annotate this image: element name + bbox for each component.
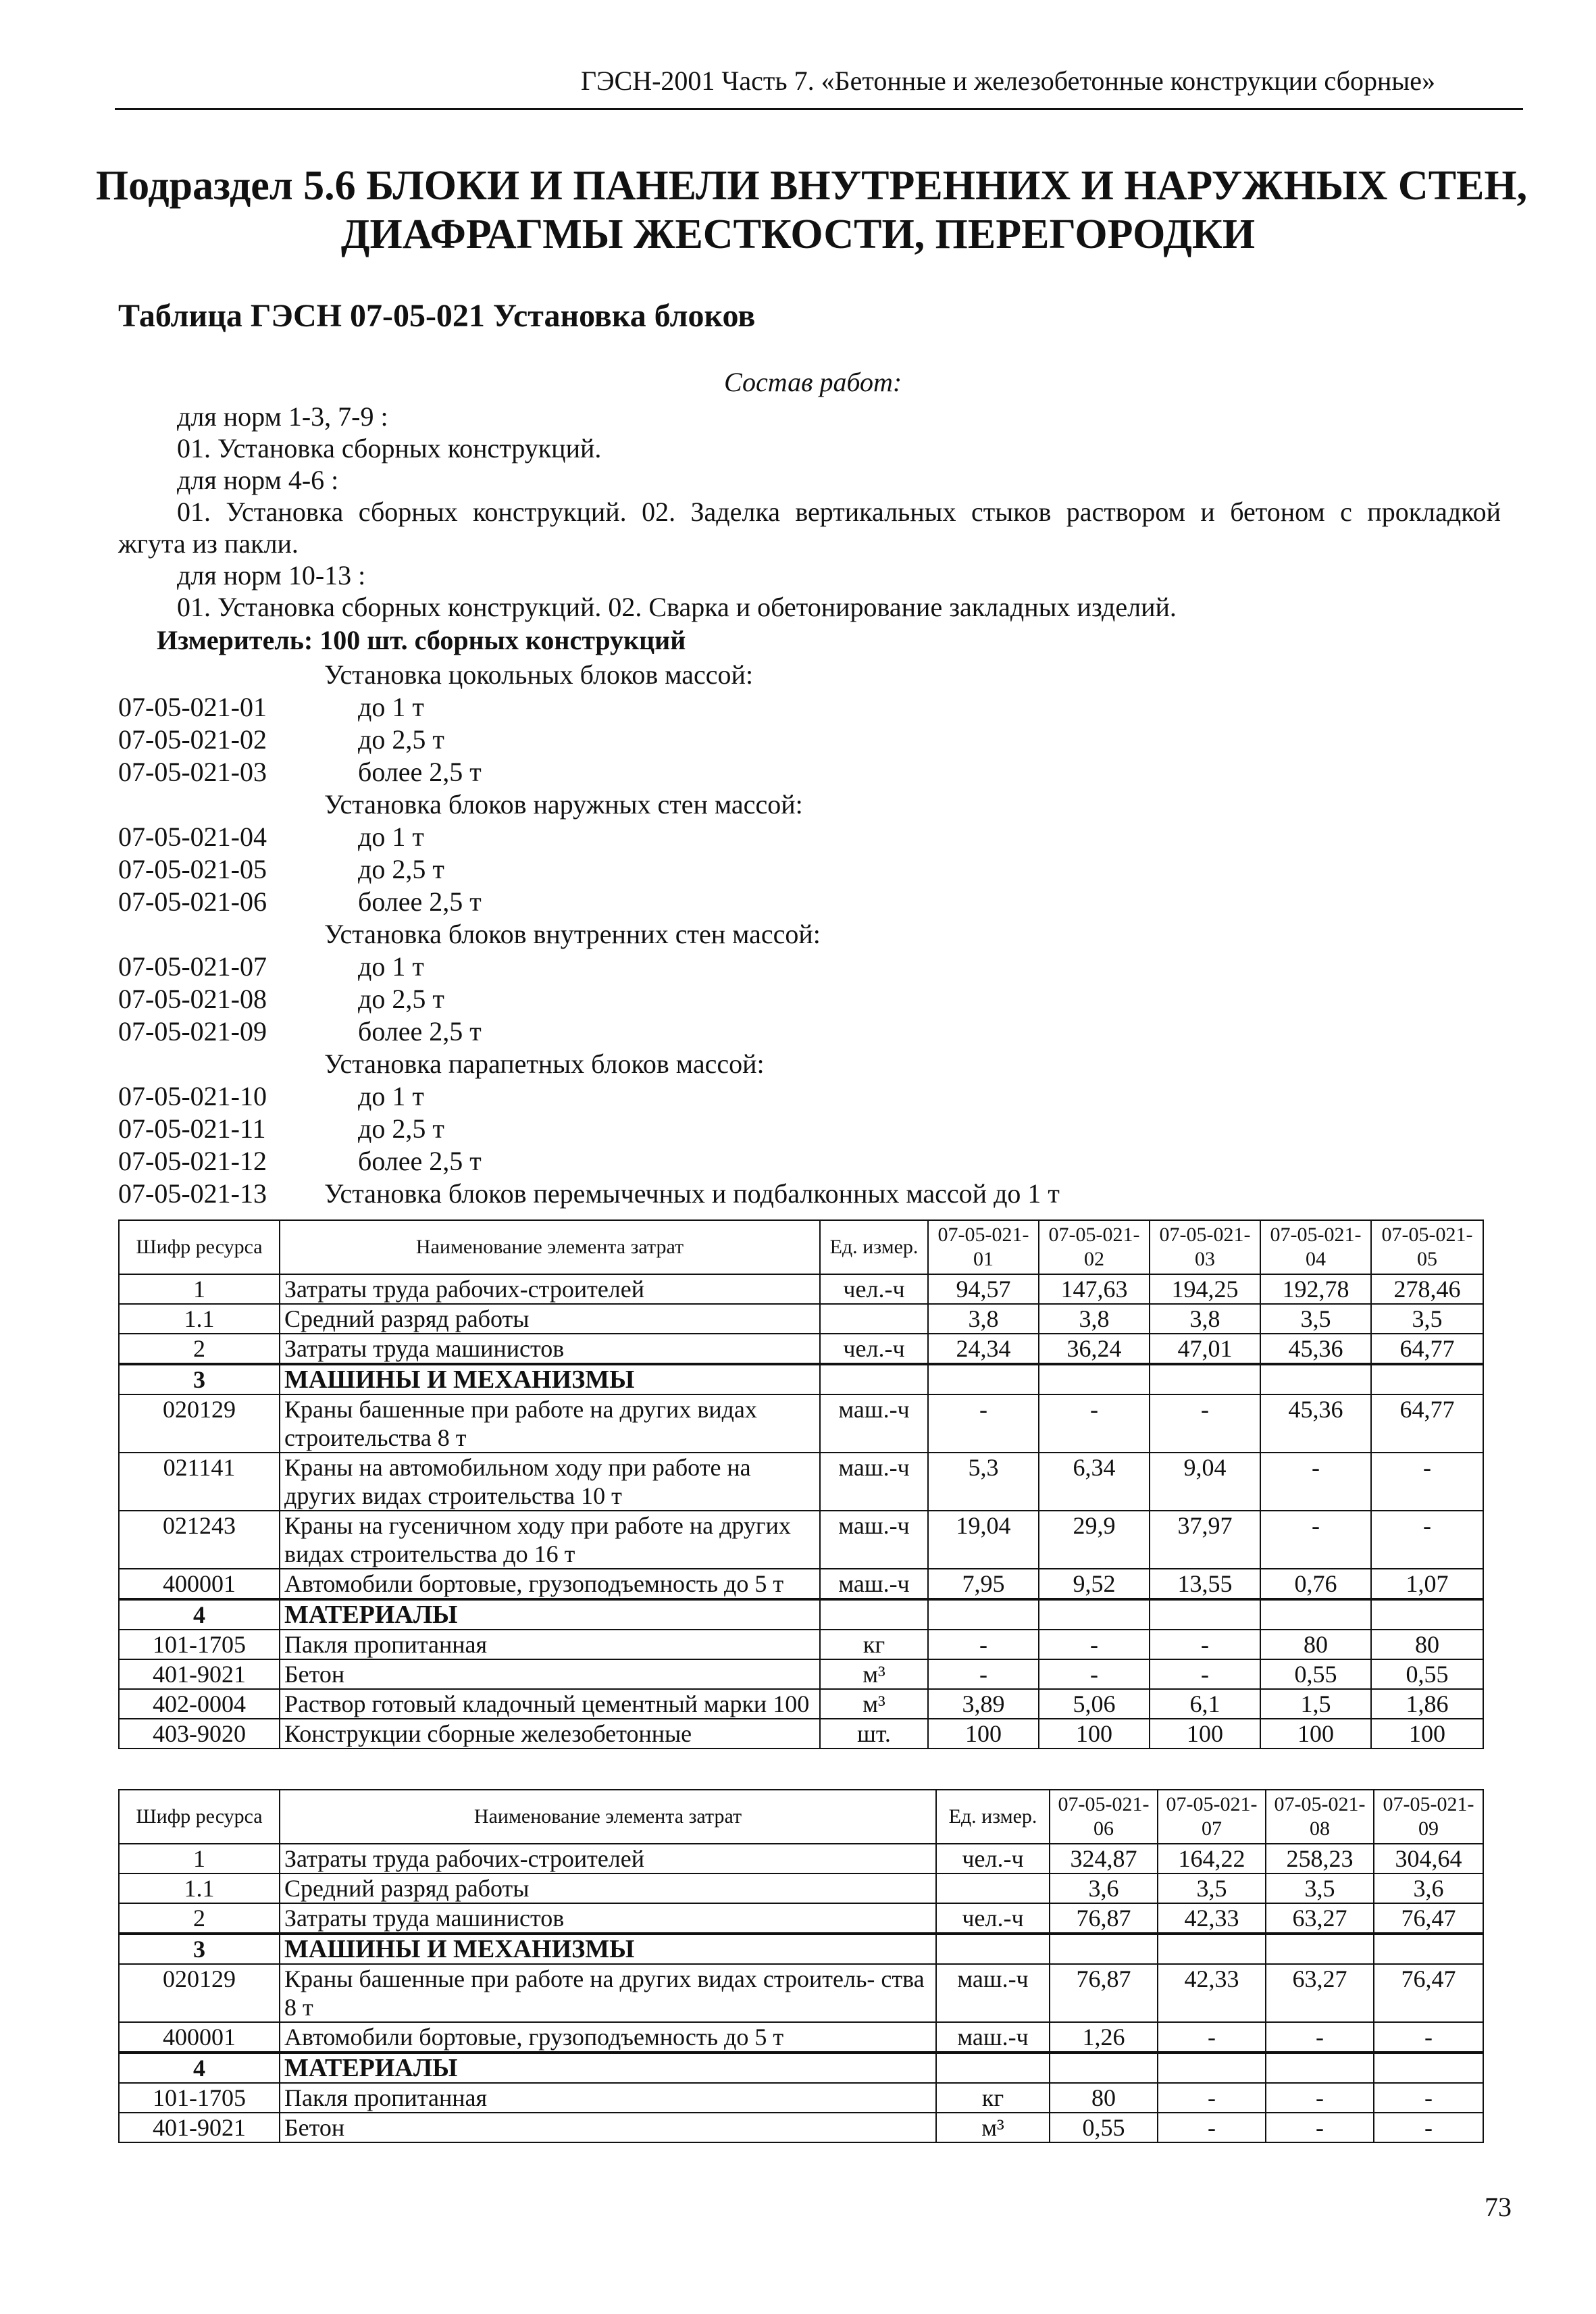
value-cell: -	[1266, 2083, 1374, 2113]
value-cell: -	[1374, 2113, 1483, 2142]
header-norm-column: 07-05-021-04	[1260, 1220, 1371, 1274]
table-row	[119, 1844, 1483, 1873]
norm-group-heading: Установка парапетных блоков массой:	[324, 1049, 765, 1079]
table-row	[119, 1964, 1483, 2022]
value-cell: -	[928, 1394, 1039, 1453]
value-cell: 147,63	[1039, 1274, 1150, 1304]
value-cell: 7,95	[928, 1569, 1039, 1599]
value-cell: 3,5	[1371, 1304, 1483, 1334]
cost-element-name: Средний разряд работы	[280, 1304, 820, 1334]
norm-code: 07-05-021-11	[118, 1113, 266, 1144]
unit	[820, 1304, 928, 1334]
value-cell: -	[1039, 1630, 1150, 1659]
table-row	[119, 2053, 1483, 2083]
value-cell: 3,8	[1039, 1304, 1150, 1334]
value-cell: 24,34	[928, 1334, 1039, 1364]
resource-code: 4	[119, 2053, 280, 2083]
value-cell: 0,55	[1371, 1659, 1483, 1689]
resource-code: 101-1705	[119, 2083, 280, 2113]
value-cell	[1374, 2053, 1483, 2083]
unit: м³	[820, 1659, 928, 1689]
unit: маш.-ч	[820, 1511, 928, 1569]
value-cell: 42,33	[1158, 1903, 1266, 1934]
unit: кг	[936, 2083, 1050, 2113]
unit: чел.-ч	[936, 1844, 1050, 1873]
norm-code: 07-05-021-02	[118, 724, 267, 755]
value-cell: -	[1371, 1511, 1483, 1569]
table-row	[119, 1719, 1483, 1749]
value-cell: 80	[1371, 1630, 1483, 1659]
value-cell: 194,25	[1150, 1274, 1260, 1304]
cost-element-name: Краны башенные при работе на других видах строительства 8 т	[280, 1394, 820, 1453]
value-cell: -	[1374, 2083, 1483, 2113]
norm-code: 07-05-021-13	[118, 1178, 267, 1209]
unit	[820, 1599, 928, 1630]
norm-description: до 2,5 т	[358, 854, 444, 884]
value-cell: -	[1150, 1659, 1260, 1689]
value-cell: 324,87	[1050, 1844, 1158, 1873]
table-title: Таблица ГЭСН 07-05-021 Установка блоков	[118, 298, 756, 334]
norm-code: 07-05-021-09	[118, 1016, 267, 1047]
table-row	[119, 2083, 1483, 2113]
value-cell	[1371, 1599, 1483, 1630]
section-title-line-2: ДИАФРАГМЫ ЖЕСТКОСТИ, ПЕРЕГОРОДКИ	[340, 211, 1256, 257]
value-cell	[1150, 1364, 1260, 1394]
norm-description: до 1 т	[358, 822, 424, 852]
value-cell: -	[1150, 1394, 1260, 1453]
unit	[936, 1873, 1050, 1903]
value-cell: 5,3	[928, 1453, 1039, 1511]
resource-table-1	[118, 1219, 1484, 1749]
norm-group-heading: Установка блоков наружных стен массой:	[324, 789, 803, 820]
group-heading: МАТЕРИАЛЫ	[280, 2053, 936, 2083]
norm-code: 07-05-021-10	[118, 1081, 267, 1111]
value-cell	[1374, 1934, 1483, 1964]
header-unit: Ед. измер.	[936, 1790, 1050, 1844]
unit: м³	[820, 1689, 928, 1719]
resource-code: 400001	[119, 1569, 280, 1599]
value-cell: 63,27	[1266, 1964, 1374, 2022]
resource-code: 401-9021	[119, 2113, 280, 2142]
value-cell: 63,27	[1266, 1903, 1374, 1934]
value-cell: 45,36	[1260, 1394, 1371, 1453]
norm-description: более 2,5 т	[358, 886, 482, 917]
header-cost-element: Наименование элемента затрат	[280, 1790, 936, 1844]
measurer: Измеритель: 100 шт. сборных конструкций	[157, 625, 686, 655]
table-row	[119, 1274, 1483, 1304]
resource-code: 3	[119, 1934, 280, 1964]
value-cell: 192,78	[1260, 1274, 1371, 1304]
value-cell: 6,34	[1039, 1453, 1150, 1511]
value-cell: 1,5	[1260, 1689, 1371, 1719]
table-row	[119, 1304, 1483, 1334]
value-cell: -	[1371, 1453, 1483, 1511]
value-cell: 304,64	[1374, 1844, 1483, 1873]
norm-group-heading: Установка цокольных блоков массой:	[324, 659, 754, 690]
table-header-row	[119, 1790, 1483, 1844]
table-row	[119, 1873, 1483, 1903]
value-cell: 6,1	[1150, 1689, 1260, 1719]
value-cell: -	[1260, 1453, 1371, 1511]
header-norm-column: 07-05-021-03	[1150, 1220, 1260, 1274]
table-row	[119, 1599, 1483, 1630]
unit	[820, 1364, 928, 1394]
group-heading: МАШИНЫ И МЕХАНИЗМЫ	[280, 1364, 820, 1394]
value-cell: 80	[1260, 1630, 1371, 1659]
header-norm-column: 07-05-021-07	[1158, 1790, 1266, 1844]
value-cell: -	[1260, 1511, 1371, 1569]
cost-element-name: Бетон	[280, 2113, 936, 2142]
value-cell: 94,57	[928, 1274, 1039, 1304]
table-row	[119, 1934, 1483, 1964]
unit: маш.-ч	[936, 2022, 1050, 2053]
composition-line: 01. Установка сборных конструкций. 02. Сварка и обетонирование закладных изделий.	[177, 592, 1177, 622]
value-cell: 3,6	[1374, 1873, 1483, 1903]
value-cell: 3,8	[1150, 1304, 1260, 1334]
value-cell: 36,24	[1039, 1334, 1150, 1364]
value-cell: -	[1150, 1630, 1260, 1659]
norm-code: 07-05-021-04	[118, 822, 267, 852]
resource-code: 3	[119, 1364, 280, 1394]
header-norm-column: 07-05-021-02	[1039, 1220, 1150, 1274]
value-cell	[1050, 2053, 1158, 2083]
resource-code: 4	[119, 1599, 280, 1630]
cost-element-name: Пакля пропитанная	[280, 1630, 820, 1659]
value-cell	[1371, 1364, 1483, 1394]
resource-code: 1.1	[119, 1873, 280, 1903]
table-row	[119, 1630, 1483, 1659]
norm-code: 07-05-021-08	[118, 984, 267, 1014]
page-number: 73	[1485, 2192, 1512, 2222]
value-cell: 45,36	[1260, 1334, 1371, 1364]
norm-code: 07-05-021-07	[118, 951, 267, 982]
cost-element-name: Затраты труда машинистов	[280, 1334, 820, 1364]
table-row	[119, 2022, 1483, 2053]
header-cost-element: Наименование элемента затрат	[280, 1220, 820, 1274]
value-cell: 0,55	[1050, 2113, 1158, 2142]
value-cell: 76,87	[1050, 1903, 1158, 1934]
value-cell: -	[1039, 1394, 1150, 1453]
value-cell: 3,8	[928, 1304, 1039, 1334]
value-cell: 9,04	[1150, 1453, 1260, 1511]
cost-element-name: Бетон	[280, 1659, 820, 1689]
unit: маш.-ч	[820, 1453, 928, 1511]
table-row	[119, 1689, 1483, 1719]
table-row	[119, 1394, 1483, 1453]
value-cell: 1,26	[1050, 2022, 1158, 2053]
value-cell: 76,47	[1374, 1964, 1483, 2022]
value-cell: 100	[1150, 1719, 1260, 1749]
value-cell: 9,52	[1039, 1569, 1150, 1599]
resource-code: 021141	[119, 1453, 280, 1511]
table-row	[119, 1511, 1483, 1569]
value-cell: 100	[928, 1719, 1039, 1749]
norm-description: до 2,5 т	[358, 984, 444, 1014]
table-row	[119, 2113, 1483, 2142]
unit: чел.-ч	[820, 1274, 928, 1304]
resource-code: 020129	[119, 1394, 280, 1453]
norm-code: 07-05-021-05	[118, 854, 267, 884]
cost-element-name: Раствор готовый кладочный цементный марки 100	[280, 1689, 820, 1719]
resource-code: 1	[119, 1844, 280, 1873]
resource-table-2	[118, 1789, 1484, 2143]
norm-description: до 1 т	[358, 692, 424, 722]
value-cell: -	[1158, 2083, 1266, 2113]
resource-code: 2	[119, 1334, 280, 1364]
table-row	[119, 1453, 1483, 1511]
value-cell: -	[1158, 2022, 1266, 2053]
value-cell: 80	[1050, 2083, 1158, 2113]
header-divider	[115, 108, 1523, 110]
value-cell: 1,07	[1371, 1569, 1483, 1599]
value-cell	[1158, 1934, 1266, 1964]
table-row	[119, 1569, 1483, 1599]
value-cell: 5,06	[1039, 1689, 1150, 1719]
norm-description: до 1 т	[358, 951, 424, 982]
norm-group-heading: Установка блоков внутренних стен массой:	[324, 919, 821, 949]
resource-code: 402-0004	[119, 1689, 280, 1719]
unit: кг	[820, 1630, 928, 1659]
composition-line: для норм 1-3, 7-9 :	[177, 401, 388, 432]
resource-code: 401-9021	[119, 1659, 280, 1689]
cost-element-name: Краны на гусеничном ходу при работе на других видах строительства до 16 т	[280, 1511, 820, 1569]
norm-description: до 2,5 т	[358, 724, 444, 755]
value-cell: 42,33	[1158, 1964, 1266, 2022]
unit: чел.-ч	[820, 1334, 928, 1364]
value-cell: 3,5	[1266, 1873, 1374, 1903]
unit: маш.-ч	[820, 1394, 928, 1453]
value-cell: -	[928, 1659, 1039, 1689]
table-row	[119, 1334, 1483, 1364]
value-cell: 100	[1371, 1719, 1483, 1749]
table-row	[119, 1364, 1483, 1394]
value-cell: 29,9	[1039, 1511, 1150, 1569]
resource-code: 1	[119, 1274, 280, 1304]
cost-element-name: Автомобили бортовые, грузоподъемность до 5 т	[280, 2022, 936, 2053]
value-cell: 64,77	[1371, 1334, 1483, 1364]
value-cell: 0,76	[1260, 1569, 1371, 1599]
value-cell	[1266, 1934, 1374, 1964]
value-cell	[1150, 1599, 1260, 1630]
composition-line: жгута из пакли.	[118, 528, 299, 559]
header-norm-column: 07-05-021-05	[1371, 1220, 1483, 1274]
composition-line: 01. Установка сборных конструкций.	[177, 433, 602, 463]
header-unit: Ед. измер.	[820, 1220, 928, 1274]
unit: маш.-ч	[820, 1569, 928, 1599]
unit: шт.	[820, 1719, 928, 1749]
value-cell: 0,55	[1260, 1659, 1371, 1689]
cost-element-name: Краны башенные при работе на других видах строитель- ства 8 т	[280, 1964, 936, 2022]
resource-code: 020129	[119, 1964, 280, 2022]
table-1-body	[119, 1220, 1483, 1749]
value-cell	[1050, 1934, 1158, 1964]
norm-code: 07-05-021-03	[118, 757, 267, 787]
unit	[936, 1934, 1050, 1964]
value-cell	[1039, 1599, 1150, 1630]
table-2-body	[119, 1790, 1483, 2142]
norm-description: более 2,5 т	[358, 1146, 482, 1176]
resource-code: 1.1	[119, 1304, 280, 1334]
norm-description: более 2,5 т	[358, 757, 482, 787]
value-cell: -	[1266, 2113, 1374, 2142]
norm-description: более 2,5 т	[358, 1016, 482, 1047]
composition-line: для норм 10-13 :	[177, 560, 366, 590]
value-cell: -	[1374, 2022, 1483, 2053]
unit	[936, 2053, 1050, 2083]
value-cell: 1,86	[1371, 1689, 1483, 1719]
cost-element-name: Краны на автомобильном ходу при работе на других видах строительства 10 т	[280, 1453, 820, 1511]
running-header: ГЭСН-2001 Часть 7. «Бетонные и железобетонные конструкции сборные»	[581, 66, 1436, 96]
value-cell: -	[1266, 2022, 1374, 2053]
unit: м³	[936, 2113, 1050, 2142]
value-cell: 13,55	[1150, 1569, 1260, 1599]
group-heading: МАТЕРИАЛЫ	[280, 1599, 820, 1630]
composition-line: 01. Установка сборных конструкций. 02. Заделка вертикальных стыков раствором и бетоном с прокладкой	[177, 497, 1501, 527]
norm-description: до 2,5 т	[358, 1113, 444, 1144]
resource-code: 403-9020	[119, 1719, 280, 1749]
value-cell: 64,77	[1371, 1394, 1483, 1453]
value-cell: 37,97	[1150, 1511, 1260, 1569]
header-norm-column: 07-05-021-09	[1374, 1790, 1483, 1844]
value-cell: 3,5	[1260, 1304, 1371, 1334]
table-row	[119, 1903, 1483, 1934]
norm-code: 07-05-021-01	[118, 692, 267, 722]
value-cell: 258,23	[1266, 1844, 1374, 1873]
cost-element-name: Затраты труда машинистов	[280, 1903, 936, 1934]
resource-code: 400001	[119, 2022, 280, 2053]
value-cell: 47,01	[1150, 1334, 1260, 1364]
value-cell: 278,46	[1371, 1274, 1483, 1304]
resource-code: 101-1705	[119, 1630, 280, 1659]
cost-element-name: Пакля пропитанная	[280, 2083, 936, 2113]
value-cell: 3,89	[928, 1689, 1039, 1719]
table-row	[119, 1659, 1483, 1689]
header-norm-column: 07-05-021-01	[928, 1220, 1039, 1274]
resource-code: 021243	[119, 1511, 280, 1569]
value-cell	[1260, 1599, 1371, 1630]
norm-description: Установка блоков перемычечных и подбалконных массой до 1 т	[324, 1178, 1060, 1209]
value-cell: 164,22	[1158, 1844, 1266, 1873]
value-cell: 100	[1039, 1719, 1150, 1749]
value-cell: 76,87	[1050, 1964, 1158, 2022]
value-cell: -	[1039, 1659, 1150, 1689]
header-norm-column: 07-05-021-08	[1266, 1790, 1374, 1844]
value-cell: 100	[1260, 1719, 1371, 1749]
resource-code: 2	[119, 1903, 280, 1934]
group-heading: МАШИНЫ И МЕХАНИЗМЫ	[280, 1934, 936, 1964]
norm-code: 07-05-021-06	[118, 886, 267, 917]
unit: чел.-ч	[936, 1903, 1050, 1934]
value-cell	[1039, 1364, 1150, 1394]
value-cell: -	[928, 1630, 1039, 1659]
header-norm-column: 07-05-021-06	[1050, 1790, 1158, 1844]
section-title-line-1: Подраздел 5.6 БЛОКИ И ПАНЕЛИ ВНУТРЕННИХ И НАРУЖНЫХ СТЕН,	[95, 163, 1528, 209]
composition-line: для норм 4-6 :	[177, 465, 339, 495]
header-resource-code: Шифр ресурса	[119, 1790, 280, 1844]
norm-code: 07-05-021-12	[118, 1146, 267, 1176]
value-cell	[928, 1599, 1039, 1630]
value-cell: 19,04	[928, 1511, 1039, 1569]
value-cell	[928, 1364, 1039, 1394]
composition-label: Состав работ:	[724, 367, 902, 397]
value-cell: -	[1158, 2113, 1266, 2142]
value-cell: 76,47	[1374, 1903, 1483, 1934]
table-header-row	[119, 1220, 1483, 1274]
cost-element-name: Средний разряд работы	[280, 1873, 936, 1903]
cost-element-name: Конструкции сборные железобетонные	[280, 1719, 820, 1749]
norm-description: до 1 т	[358, 1081, 424, 1111]
value-cell	[1260, 1364, 1371, 1394]
value-cell	[1266, 2053, 1374, 2083]
cost-element-name: Затраты труда рабочих-строителей	[280, 1274, 820, 1304]
cost-element-name: Затраты труда рабочих-строителей	[280, 1844, 936, 1873]
unit: маш.-ч	[936, 1964, 1050, 2022]
cost-element-name: Автомобили бортовые, грузоподъемность до 5 т	[280, 1569, 820, 1599]
value-cell	[1158, 2053, 1266, 2083]
header-resource-code: Шифр ресурса	[119, 1220, 280, 1274]
value-cell: 3,5	[1158, 1873, 1266, 1903]
value-cell: 3,6	[1050, 1873, 1158, 1903]
